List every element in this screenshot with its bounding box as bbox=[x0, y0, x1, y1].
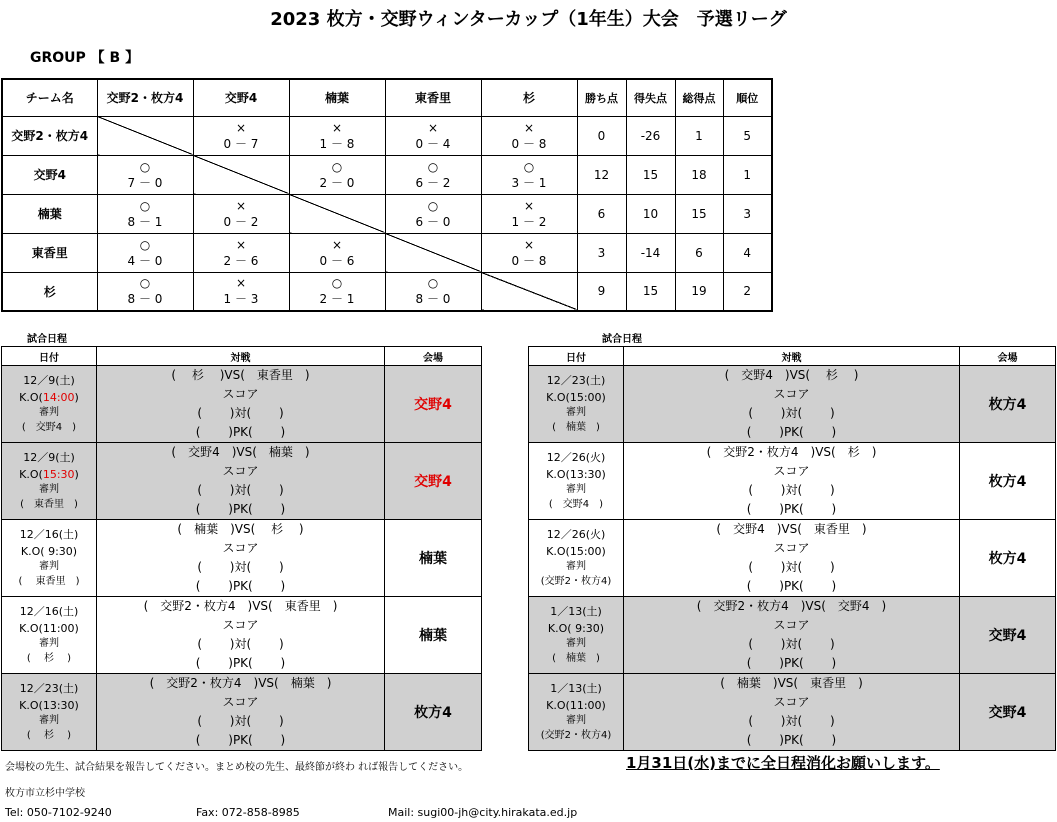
referee-team: (交野2・枚方4) bbox=[540, 730, 612, 741]
kickoff-time bbox=[2, 620, 96, 637]
match-info-cell bbox=[529, 366, 624, 443]
team-name: 楠葉 bbox=[2, 194, 97, 233]
result-cell bbox=[481, 194, 577, 233]
diagonal-cell bbox=[289, 194, 385, 233]
match-teams: ( 交野2・枚方4 )VS( 楠葉 ) bbox=[149, 676, 332, 690]
points-cell: 6 bbox=[577, 194, 626, 233]
match-date: 12／16(土) bbox=[19, 528, 79, 541]
team-name: 杉 bbox=[2, 272, 97, 311]
kickoff-time bbox=[2, 543, 96, 560]
score-line: ( )対( ) bbox=[197, 637, 284, 651]
result-score: 0 － 8 bbox=[511, 136, 547, 151]
result-score: 0 － 2 bbox=[223, 214, 259, 229]
match-info-cell bbox=[2, 443, 97, 520]
schedule-label-right: 試合日程 bbox=[602, 334, 642, 345]
kickoff-prefix: K.O( bbox=[546, 468, 570, 481]
pk-line: ( )PK( ) bbox=[746, 656, 837, 670]
team-name: 交野2・枚方4 bbox=[2, 116, 97, 155]
goals-cell: 15 bbox=[675, 194, 723, 233]
match-row bbox=[2, 597, 482, 674]
header-date: 日付 bbox=[2, 347, 97, 366]
goal-diff-cell: 10 bbox=[626, 194, 675, 233]
referee-team: ( 楠葉 ) bbox=[552, 422, 600, 433]
result-cell bbox=[193, 272, 289, 311]
match-cell bbox=[624, 366, 960, 443]
header-venue: 会場 bbox=[385, 347, 482, 366]
header-opponent: 東香里 bbox=[385, 79, 481, 116]
kickoff-prefix: K.O( bbox=[547, 622, 572, 635]
kickoff-value: 13:30 bbox=[42, 699, 75, 712]
match-row bbox=[2, 366, 482, 443]
header-match: 対戦 bbox=[624, 347, 960, 366]
footer-note: 会場校の先生、試合結果を報告してください。まとめ校の先生、最終節が終わ れば報告してください。 bbox=[5, 762, 469, 773]
standings-row bbox=[2, 116, 772, 155]
referee-team: ( 交野4 ) bbox=[548, 499, 604, 510]
kickoff-value: 13:30 bbox=[569, 468, 602, 481]
result-mark: ○ bbox=[139, 159, 151, 174]
result-mark: × bbox=[523, 120, 535, 135]
result-score: 8 － 0 bbox=[127, 292, 163, 307]
rank-cell: 1 bbox=[723, 155, 772, 194]
header-goal-diff: 得失点 bbox=[626, 79, 675, 116]
match-info-cell bbox=[529, 443, 624, 520]
referee-label: 審判 bbox=[566, 638, 586, 649]
standings-row bbox=[2, 194, 772, 233]
score-label: スコア bbox=[222, 695, 259, 709]
page-title: 2023 枚方・交野ウィンターカップ（1年生）大会 予選リーグ bbox=[270, 9, 787, 30]
result-mark: × bbox=[235, 120, 247, 135]
result-cell bbox=[385, 155, 481, 194]
result-score: 0 － 7 bbox=[223, 136, 259, 151]
match-date: 12／26(火) bbox=[546, 528, 606, 541]
score-label: スコア bbox=[773, 464, 810, 478]
kickoff-suffix: ) bbox=[74, 391, 79, 404]
result-cell bbox=[481, 116, 577, 155]
header-match: 対戦 bbox=[97, 347, 385, 366]
schedule-label-left: 試合日程 bbox=[27, 334, 67, 345]
match-cell bbox=[624, 597, 960, 674]
result-cell bbox=[289, 155, 385, 194]
kickoff-prefix: K.O( bbox=[19, 391, 43, 404]
header-opponent: 交野2・枚方4 bbox=[97, 79, 193, 116]
pk-line: ( )PK( ) bbox=[195, 656, 286, 670]
referee-team: ( 東香里 ) bbox=[20, 499, 78, 510]
result-mark: × bbox=[235, 276, 247, 291]
rank-cell: 3 bbox=[723, 194, 772, 233]
result-mark: ○ bbox=[331, 159, 343, 174]
venue-cell: 枚方4 bbox=[960, 443, 1056, 520]
kickoff-suffix: ) bbox=[601, 468, 606, 481]
kickoff-prefix: K.O( bbox=[20, 545, 45, 558]
kickoff-prefix: K.O( bbox=[546, 391, 570, 404]
match-row bbox=[2, 443, 482, 520]
rank-cell: 4 bbox=[723, 233, 772, 272]
pk-line: ( )PK( ) bbox=[195, 425, 286, 439]
kickoff-value: 9:30 bbox=[44, 545, 73, 558]
result-cell bbox=[97, 233, 193, 272]
venue-cell: 交野4 bbox=[385, 443, 482, 520]
kickoff-value: 9:30 bbox=[571, 622, 600, 635]
kickoff-prefix: K.O( bbox=[19, 468, 43, 481]
kickoff-value: 11:00 bbox=[569, 699, 602, 712]
referee-label: 審判 bbox=[39, 638, 59, 649]
referee-team: ( 東香里 ) bbox=[18, 576, 80, 587]
kickoff-prefix: K.O( bbox=[19, 699, 43, 712]
result-score: 0 － 8 bbox=[511, 253, 547, 268]
pk-line: ( )PK( ) bbox=[195, 579, 286, 593]
venue-cell: 交野4 bbox=[385, 366, 482, 443]
diagonal-cell bbox=[481, 272, 577, 311]
score-label: スコア bbox=[773, 695, 810, 709]
fax-number: Fax: 072-858-8985 bbox=[196, 806, 300, 819]
venue-cell: 楠葉 bbox=[385, 597, 482, 674]
kickoff-value: 11:00 bbox=[42, 622, 75, 635]
kickoff-suffix: ) bbox=[74, 699, 79, 712]
result-cell bbox=[481, 155, 577, 194]
match-row bbox=[2, 520, 482, 597]
result-mark: × bbox=[427, 120, 439, 135]
points-cell: 12 bbox=[577, 155, 626, 194]
header-venue: 会場 bbox=[960, 347, 1056, 366]
score-label: スコア bbox=[773, 541, 810, 555]
match-info-cell bbox=[529, 597, 624, 674]
goals-cell: 18 bbox=[675, 155, 723, 194]
kickoff-time bbox=[2, 389, 96, 406]
kickoff-value: 15:00 bbox=[569, 391, 602, 404]
match-date: 12／9(土) bbox=[23, 374, 75, 387]
result-cell bbox=[193, 233, 289, 272]
match-teams: ( 交野2・枚方4 )VS( 杉 ) bbox=[706, 445, 877, 459]
kickoff-suffix: ) bbox=[601, 391, 606, 404]
header-goals: 総得点 bbox=[675, 79, 723, 116]
score-label: スコア bbox=[773, 387, 810, 401]
pk-line: ( )PK( ) bbox=[746, 733, 837, 747]
match-cell bbox=[97, 443, 385, 520]
match-cell bbox=[624, 443, 960, 520]
match-date: 12／9(土) bbox=[23, 451, 75, 464]
score-line: ( )対( ) bbox=[197, 406, 284, 420]
diagonal-cell bbox=[193, 155, 289, 194]
result-mark: ○ bbox=[331, 276, 343, 291]
diagonal-cell bbox=[385, 233, 481, 272]
venue-cell: 交野4 bbox=[960, 674, 1056, 751]
result-score: 1 － 8 bbox=[319, 136, 355, 151]
result-mark: ○ bbox=[427, 276, 439, 291]
standings-row bbox=[2, 155, 772, 194]
kickoff-suffix: ) bbox=[601, 699, 606, 712]
kickoff-time bbox=[529, 466, 623, 483]
match-info-cell bbox=[2, 597, 97, 674]
match-date: 12／26(火) bbox=[546, 451, 606, 464]
points-cell: 9 bbox=[577, 272, 626, 311]
result-cell bbox=[289, 233, 385, 272]
kickoff-suffix: ) bbox=[74, 622, 79, 635]
referee-label: 審判 bbox=[566, 407, 586, 418]
score-line: ( )対( ) bbox=[748, 560, 835, 574]
tel-number: Tel: 050-7102-9240 bbox=[5, 806, 112, 819]
result-score: 0 － 4 bbox=[415, 136, 451, 151]
pk-line: ( )PK( ) bbox=[195, 733, 286, 747]
result-cell bbox=[385, 116, 481, 155]
kickoff-suffix: ) bbox=[599, 622, 605, 635]
goal-diff-cell: 15 bbox=[626, 272, 675, 311]
score-line: ( )対( ) bbox=[748, 406, 835, 420]
match-info-cell bbox=[529, 520, 624, 597]
result-cell bbox=[481, 233, 577, 272]
match-row bbox=[529, 443, 1056, 520]
result-cell bbox=[385, 272, 481, 311]
result-score: 4 － 0 bbox=[127, 253, 163, 268]
referee-label: 審判 bbox=[39, 561, 59, 572]
goal-diff-cell: -26 bbox=[626, 116, 675, 155]
goals-cell: 19 bbox=[675, 272, 723, 311]
result-score: 3 － 1 bbox=[511, 175, 547, 190]
header-date: 日付 bbox=[529, 347, 624, 366]
goals-cell: 1 bbox=[675, 116, 723, 155]
kickoff-value: 15:30 bbox=[42, 468, 75, 481]
result-mark: ○ bbox=[427, 198, 439, 213]
venue-cell: 楠葉 bbox=[385, 520, 482, 597]
standings-header-row bbox=[2, 79, 772, 116]
referee-label: 審判 bbox=[39, 407, 59, 418]
match-cell bbox=[97, 520, 385, 597]
result-cell bbox=[193, 194, 289, 233]
result-mark: ○ bbox=[139, 237, 151, 252]
referee-label: 審判 bbox=[39, 715, 59, 726]
header-points: 勝ち点 bbox=[577, 79, 626, 116]
match-teams: ( 交野2・枚方4 )VS( 交野4 ) bbox=[696, 599, 887, 613]
kickoff-prefix: K.O( bbox=[19, 622, 43, 635]
result-mark: × bbox=[331, 237, 343, 252]
referee-label: 審判 bbox=[39, 484, 59, 495]
result-mark: ○ bbox=[427, 159, 439, 174]
pk-line: ( )PK( ) bbox=[746, 425, 837, 439]
kickoff-time bbox=[2, 466, 96, 483]
standings-row bbox=[2, 272, 772, 311]
result-score: 8 － 1 bbox=[127, 214, 163, 229]
result-mark: × bbox=[523, 237, 535, 252]
match-row bbox=[529, 520, 1056, 597]
result-mark: ○ bbox=[139, 276, 151, 291]
match-teams: ( 杉 )VS( 東香里 ) bbox=[171, 368, 310, 382]
venue-cell: 枚方4 bbox=[385, 674, 482, 751]
match-cell bbox=[624, 674, 960, 751]
pk-line: ( )PK( ) bbox=[746, 502, 837, 516]
standings-table bbox=[1, 78, 773, 312]
match-cell bbox=[97, 366, 385, 443]
match-info-cell bbox=[2, 366, 97, 443]
score-label: スコア bbox=[222, 541, 259, 555]
score-line: ( )対( ) bbox=[748, 483, 835, 497]
match-date: 1／13(土) bbox=[550, 682, 602, 695]
result-cell bbox=[97, 155, 193, 194]
match-teams: ( 交野4 )VS( 楠葉 ) bbox=[171, 445, 310, 459]
referee-label: 審判 bbox=[566, 561, 586, 572]
kickoff-suffix: ) bbox=[74, 468, 79, 481]
result-mark: ○ bbox=[523, 159, 535, 174]
score-line: ( )対( ) bbox=[748, 714, 835, 728]
schedule-header-row bbox=[529, 347, 1056, 366]
score-label: スコア bbox=[222, 387, 259, 401]
match-date: 12／23(土) bbox=[546, 374, 606, 387]
team-name: 東香里 bbox=[2, 233, 97, 272]
match-info-cell bbox=[2, 520, 97, 597]
pk-line: ( )PK( ) bbox=[746, 579, 837, 593]
result-mark: × bbox=[235, 237, 247, 252]
match-teams: ( 楠葉 )VS( 杉 ) bbox=[177, 522, 304, 536]
match-row bbox=[529, 674, 1056, 751]
header-opponent: 杉 bbox=[481, 79, 577, 116]
referee-team: ( 杉 ) bbox=[26, 730, 72, 741]
result-cell bbox=[193, 116, 289, 155]
diagonal-cell bbox=[97, 116, 193, 155]
result-score: 6 － 2 bbox=[415, 175, 451, 190]
score-label: スコア bbox=[773, 618, 810, 632]
points-cell: 0 bbox=[577, 116, 626, 155]
match-teams: ( 楠葉 )VS( 東香里 ) bbox=[720, 676, 863, 690]
match-teams: ( 交野4 )VS( 東香里 ) bbox=[716, 522, 867, 536]
result-score: 2 － 6 bbox=[223, 253, 259, 268]
match-cell bbox=[97, 674, 385, 751]
goal-diff-cell: -14 bbox=[626, 233, 675, 272]
venue-cell: 枚方4 bbox=[960, 520, 1056, 597]
result-mark: × bbox=[523, 198, 535, 213]
result-score: 2 － 0 bbox=[319, 175, 355, 190]
venue-cell: 枚方4 bbox=[960, 366, 1056, 443]
kickoff-time bbox=[529, 543, 623, 560]
match-teams: ( 交野4 )VS( 杉 ) bbox=[724, 368, 859, 382]
schedule-header-row bbox=[2, 347, 482, 366]
match-teams: ( 交野2・枚方4 )VS( 東香里 ) bbox=[143, 599, 338, 613]
rank-cell: 5 bbox=[723, 116, 772, 155]
score-label: スコア bbox=[222, 464, 259, 478]
score-line: ( )対( ) bbox=[197, 560, 284, 574]
header-rank: 順位 bbox=[723, 79, 772, 116]
kickoff-time bbox=[529, 697, 623, 714]
goal-diff-cell: 15 bbox=[626, 155, 675, 194]
referee-team: (交野2・枚方4) bbox=[540, 576, 612, 587]
result-cell bbox=[289, 272, 385, 311]
referee-team: ( 杉 ) bbox=[26, 653, 72, 664]
result-cell bbox=[97, 272, 193, 311]
goals-cell: 6 bbox=[675, 233, 723, 272]
result-score: 8 － 0 bbox=[415, 292, 451, 307]
team-name: 交野4 bbox=[2, 155, 97, 194]
header-team: チーム名 bbox=[2, 79, 97, 116]
venue-cell: 交野4 bbox=[960, 597, 1056, 674]
result-mark: ○ bbox=[139, 198, 151, 213]
result-cell bbox=[385, 194, 481, 233]
result-score: 7 － 0 bbox=[127, 175, 163, 190]
match-info-cell bbox=[2, 674, 97, 751]
match-date: 12／23(土) bbox=[19, 682, 79, 695]
points-cell: 3 bbox=[577, 233, 626, 272]
kickoff-prefix: K.O( bbox=[546, 545, 570, 558]
kickoff-prefix: K.O( bbox=[546, 699, 570, 712]
result-score: 1 － 2 bbox=[511, 214, 547, 229]
match-date: 1／13(土) bbox=[550, 605, 602, 618]
score-line: ( )対( ) bbox=[748, 637, 835, 651]
header-opponent: 楠葉 bbox=[289, 79, 385, 116]
match-row bbox=[529, 366, 1056, 443]
kickoff-suffix: ) bbox=[72, 545, 78, 558]
result-mark: × bbox=[235, 198, 247, 213]
match-date: 12／16(土) bbox=[19, 605, 79, 618]
rank-cell: 2 bbox=[723, 272, 772, 311]
kickoff-value: 14:00 bbox=[42, 391, 75, 404]
schedule-table-right bbox=[528, 346, 1056, 751]
pk-line: ( )PK( ) bbox=[195, 502, 286, 516]
school-name: 枚方市立杉中学校 bbox=[5, 788, 85, 799]
result-cell bbox=[97, 194, 193, 233]
referee-label: 審判 bbox=[566, 484, 586, 495]
schedule-table-left bbox=[1, 346, 482, 751]
result-score: 1 － 3 bbox=[223, 292, 259, 307]
kickoff-value: 15:00 bbox=[569, 545, 602, 558]
referee-team: ( 楠葉 ) bbox=[552, 653, 600, 664]
mail-address: Mail: sugi00-jh@city.hirakata.ed.jp bbox=[388, 806, 578, 819]
standings-row bbox=[2, 233, 772, 272]
kickoff-suffix: ) bbox=[601, 545, 606, 558]
score-line: ( )対( ) bbox=[197, 714, 284, 728]
match-cell bbox=[97, 597, 385, 674]
kickoff-time bbox=[2, 697, 96, 714]
group-label: GROUP 【 B 】 bbox=[30, 50, 140, 66]
match-info-cell bbox=[529, 674, 624, 751]
match-row bbox=[2, 674, 482, 751]
deadline-notice: 1月31日(水)までに全日程消化お願いします。 bbox=[626, 754, 940, 772]
kickoff-time bbox=[529, 389, 623, 406]
referee-label: 審判 bbox=[566, 715, 586, 726]
match-cell bbox=[624, 520, 960, 597]
result-score: 6 － 0 bbox=[415, 214, 451, 229]
result-mark: × bbox=[331, 120, 343, 135]
header-opponent: 交野4 bbox=[193, 79, 289, 116]
score-line: ( )対( ) bbox=[197, 483, 284, 497]
kickoff-time bbox=[529, 620, 623, 637]
score-label: スコア bbox=[222, 618, 259, 632]
result-cell bbox=[289, 116, 385, 155]
result-score: 0 － 6 bbox=[319, 253, 355, 268]
result-score: 2 － 1 bbox=[319, 292, 355, 307]
match-row bbox=[529, 597, 1056, 674]
referee-team: ( 交野4 ) bbox=[21, 422, 77, 433]
